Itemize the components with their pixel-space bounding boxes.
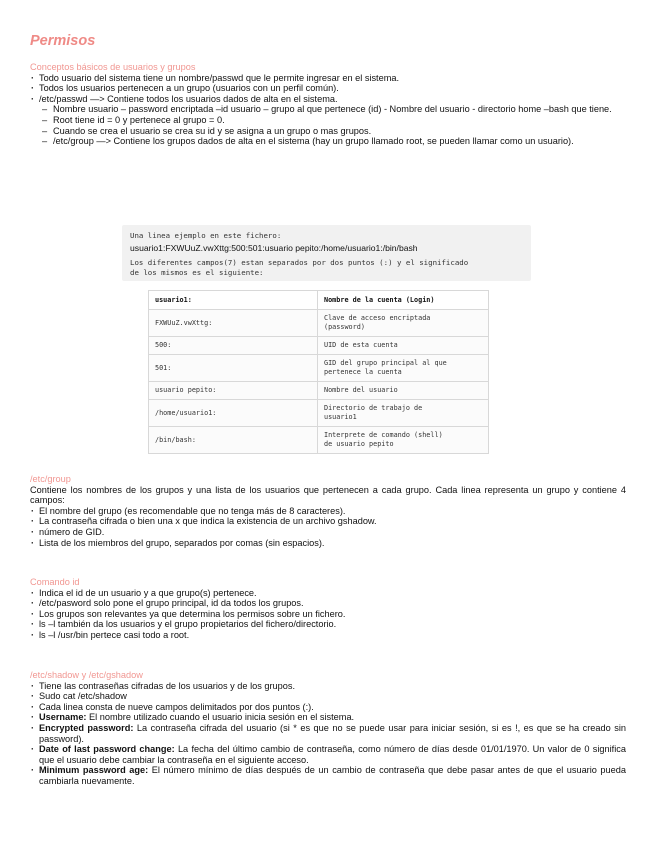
table-cell-meaning — [318, 310, 489, 337]
table-cell-field: usuario pepito: — [149, 382, 318, 400]
definition-text: La contraseña cifrada del usuario (si * es que no se puede usar para iniciar sesión, si es !, es que se ha creado sin password). — [39, 722, 626, 744]
meaning-line: GID del grupo principal al que — [324, 359, 447, 367]
sub-list-item: – Nombre usuario – password encriptada –id usuario – grupo al que pertenece (id) - Nombre del usuario - directorio home –bash que tiene. — [30, 104, 626, 115]
definition-term: Username: — [39, 712, 87, 723]
table-cell-meaning: UID de esta cuenta — [318, 337, 489, 355]
table-row — [149, 382, 489, 400]
definition-text: La fecha del último cambio de contraseña, como número de días desde 01/01/1970. Un valor de 0 significa que el usuario debe cambiar la contraseña en el siguiente acceso. — [39, 744, 626, 765]
definition-item — [30, 765, 626, 786]
list-item: · número de GID. — [30, 527, 626, 538]
list-item: · Lista de los miembros del grupo, separados por comas (sin espacios). — [30, 538, 626, 549]
list-item: · ls –l también da los usuarios y el grupo propietarios del fichero/directorio. — [30, 619, 626, 630]
list-item: · Los grupos son relevantes ya que determina los permisos sobre un fichero. — [30, 609, 626, 620]
list-item: · El nombre del grupo (es recomendable que no tenga más de 8 caracteres). — [30, 506, 626, 517]
table-cell-meaning — [318, 400, 489, 427]
list-item: · La contraseña cifrada o bien una x que indica la existencia de un archivo gshadow. — [30, 516, 626, 527]
table-cell-field: FXWUuZ.vwXttg: — [149, 310, 318, 337]
example-code-box — [122, 225, 531, 281]
meaning-line: Interprete de comando (shell) — [324, 431, 443, 439]
meaning-line: de usuario pepito — [324, 440, 394, 448]
definition-term: Minimum password age: — [39, 765, 149, 776]
section-comando-id — [30, 577, 626, 641]
page-title: Permisos — [30, 33, 96, 49]
table-row — [149, 427, 489, 454]
table-cell-field: /home/usuario1: — [149, 400, 318, 427]
meaning-line: (password) — [324, 323, 365, 331]
table-cell-meaning — [318, 427, 489, 454]
meaning-line: Directorio de trabajo de — [324, 404, 423, 412]
definition-item — [30, 744, 626, 765]
definition-text: El nombre utilizado cuando el usuario inicia sesión en el sistema. — [86, 712, 355, 723]
meaning-line: Clave de acceso encriptada — [324, 314, 431, 322]
table-row — [149, 400, 489, 427]
list-item: · /etc/pasword solo pone el grupo principal, id da todos los grupos. — [30, 598, 626, 609]
definition-term: Encrypted password: — [39, 722, 134, 733]
table-cell-field: 501: — [149, 355, 318, 382]
section-heading-etc-group: /etc/group — [30, 474, 71, 484]
definition-term: Date of last password change: — [39, 744, 175, 755]
section-heading-basic-concepts: Conceptos básicos de usuarios y grupos — [30, 62, 196, 72]
meaning-line: usuario1 — [324, 413, 357, 421]
table-header-row — [149, 291, 489, 310]
sub-list-item: – Root tiene id = 0 y pertenece al grupo = 0. — [30, 115, 626, 126]
section-heading-etc-shadow: /etc/shadow y /etc/gshadow — [30, 670, 143, 680]
passwd-fields-table — [148, 290, 489, 454]
example-intro: Una linea ejemplo en este fichero: — [130, 231, 282, 240]
paragraph: Contiene los nombres de los grupos y una lista de los usuarios que pertenecen a cada grupo. Cada linea representa un grupo y contiene 4 campos: — [30, 484, 626, 506]
list-item: · ls –l /usr/bin pertece casi todo a root. — [30, 630, 626, 641]
list-item: · Cada linea consta de nueve campos delimitados por dos puntos (:). — [30, 702, 626, 713]
definition-item — [30, 723, 626, 744]
table-row — [149, 337, 489, 355]
section-heading-comando-id: Comando id — [30, 577, 80, 587]
table-cell-field: 500: — [149, 337, 318, 355]
example-desc-line-2: de los mismos es el siguiente: — [130, 268, 264, 277]
section-etc-group — [30, 474, 626, 548]
definition-text: El número mínimo de días después de un cambio de contraseña que debe pasar antes de que el usuario pueda cambiarla nuevamente. — [39, 765, 626, 786]
example-passwd-line: usuario1:FXWUuZ.vwXttg:500:501:usuario pepito:/home/usuario1:/bin/bash — [130, 243, 418, 253]
section-etc-shadow — [30, 670, 626, 787]
table-cell-meaning: Nombre del usuario — [318, 382, 489, 400]
list-item: · Tiene las contraseñas cifradas de los usuarios y de los grupos. — [30, 681, 626, 692]
table-row — [149, 355, 489, 382]
meaning-line: pertenece la cuenta — [324, 368, 402, 376]
table-cell-meaning — [318, 355, 489, 382]
sub-list-item: – Cuando se crea el usuario se crea su id y se asigna a un grupo o mas grupos. — [30, 126, 626, 137]
example-desc-line-1: Los diferentes campos(7) estan separados por dos puntos (:) y el significado — [130, 258, 469, 267]
table-row — [149, 310, 489, 337]
list-item: · Todos los usuarios pertenecen a un grupo (usuarios con un perfil común). — [30, 83, 626, 94]
list-item: · Todo usuario del sistema tiene un nombre/passwd que le permite ingresar en el sistema. — [30, 73, 626, 84]
list-item: · Indica el id de un usuario y a que grupo(s) pertenece. — [30, 588, 626, 599]
table-header-cell: Nombre de la cuenta (Login) — [318, 291, 489, 310]
table-cell-field: /bin/bash: — [149, 427, 318, 454]
section-basic-concepts — [30, 62, 626, 147]
sub-list-item: – /etc/group —> Contiene los grupos dados de alta en el sistema (hay un grupo llamado root, se pueden llamar como un usuario). — [30, 136, 626, 147]
definition-item — [30, 712, 626, 723]
list-item: · /etc/passwd —> Contiene todos los usuarios dados de alta en el sistema. — [30, 94, 626, 105]
list-item: · Sudo cat /etc/shadow — [30, 691, 626, 702]
table-header-cell: usuario1: — [149, 291, 318, 310]
